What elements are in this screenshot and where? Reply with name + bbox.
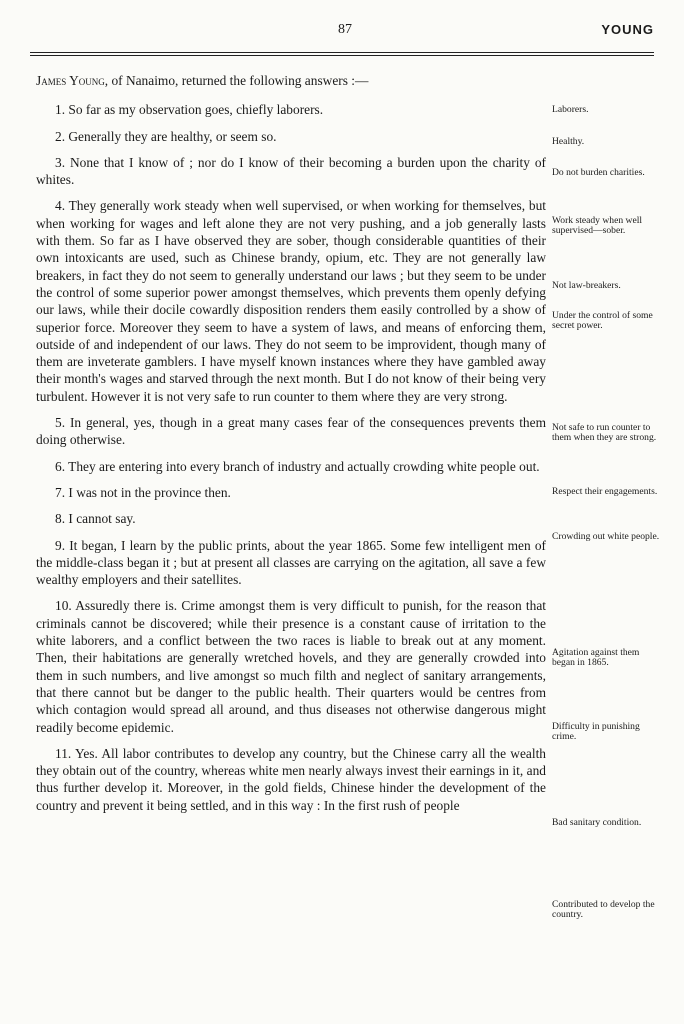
page-header — [30, 22, 654, 44]
answer-5: 5. In general, yes, though in a great many cases fear of the consequences prevents them doing otherwise. — [36, 415, 546, 448]
margin-note: Do not burden charities. — [552, 167, 645, 178]
running-head: YOUNG — [601, 22, 654, 37]
margin-note: Not law-breakers. — [552, 280, 621, 291]
answer-2: 2. Generally they are healthy, or seem so. — [55, 128, 277, 144]
margin-note: Difficulty in punishing crime. — [552, 721, 640, 743]
header-rule-bottom — [30, 55, 654, 56]
answer-8: 8. I cannot say. — [55, 511, 136, 527]
witness-name: James Young — [36, 73, 105, 88]
margin-note: Healthy. — [552, 136, 585, 147]
margin-note: Respect their engagements. — [552, 486, 658, 497]
margin-note: Contributed to develop the country. — [552, 899, 655, 921]
margin-note: Under the control of some secret power. — [552, 310, 653, 332]
answer-6: 6. They are entering into every branch of industry and actually crowding white people out. — [55, 458, 540, 474]
intro-paragraph — [36, 72, 546, 89]
body-text — [36, 72, 546, 823]
answer-1: 1. So far as my observation goes, chiefly laborers. — [55, 102, 324, 118]
intro-text: , of Nanaimo, returned the following answers :— — [104, 73, 369, 88]
margin-note: Not safe to run counter to them when they are strong. — [552, 422, 657, 444]
margin-note: Agitation against them began in 1865. — [552, 647, 640, 669]
header-rule-top — [30, 52, 654, 53]
answer-11: 11. Yes. All labor contributes to develop any country, but the Chinese carry all the wealth they obtain out of the country, whereas white men nearly always invest their earnings in it, and thus further develop it. Moreover, in the gold fields, Chinese hinder the development of the country and prevent it being settled, and in this way : In the first rush of people — [36, 745, 546, 813]
answer-10: 10. Assuredly there is. Crime amongst them is very difficult to punish, for the reason that criminals cannot be discovered; while their presence is a constant cause of irritation to the white laborers, and a conflict between the two races is liable to break out at any moment. Then, their habitations are generally wretched hovels, and they are generally crowded into them in such numbers, and live amongst so much filth and neglect of sanitary arrangements, that there cannot but be danger to the public health. Their quarters would be centres from which contagion would spread all around, and thus diseases not otherwise dangerous might readily become epidemic. — [36, 598, 546, 735]
answer-7: 7. I was not in the province then. — [55, 484, 231, 500]
answer-4: 4. They generally work steady when well supervised, or when working for themselves, but when working for wages and left alone they are not very pushing, and a job generally lasts with them. So far as I have observed they are sober, though considerable quantities of their own intoxicants are used, such as Chinese brandy, opium, etc. They are not generally law breakers, in fact they do not seem to generally understand our laws ; but they seem to be under the control of some superior power amongst themselves, which prevents them openly defying our laws, while their docile cowardly disposition renders them easily controlled by a show of superior force. Moreover they seem to have a system of laws, and means of enforcing them, outside of and independent of our laws. They do not seem to be improvident, though many of them are inveterate gamblers. I have myself known instances where they have gambled away their month's wages and starved through the next month. But I do not know of their being very turbulent. However it is not very safe to run counter to them where they are very strong. — [36, 198, 546, 404]
margin-note: Laborers. — [552, 104, 589, 115]
margin-note: Bad sanitary condition. — [552, 817, 642, 828]
margin-note: Crowding out white people. — [552, 531, 660, 542]
answer-3: 3. None that I know of ; nor do I know of their becoming a burden upon the charity of whites. — [36, 154, 546, 188]
answer-9: 9. It began, I learn by the public prints, about the year 1865. Some few intelligent men of the middle-class began it ; but at present all classes are carrying on the agitation, all save a few wealthy employers and their satellites. — [36, 537, 546, 588]
page-number: 87 — [338, 22, 352, 37]
margin-note: Work steady when well supervised—sober. — [552, 215, 643, 237]
